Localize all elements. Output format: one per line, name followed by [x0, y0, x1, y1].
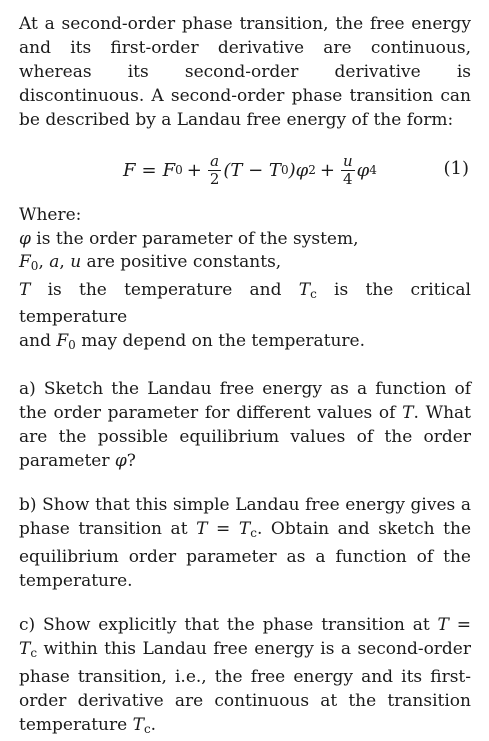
where-phi-text: is the order parameter of the system,: [30, 228, 359, 249]
qc-tc-symbol: T: [19, 639, 31, 659]
eq-f0: F: [162, 159, 176, 181]
eq-plus1: +: [186, 159, 202, 181]
where-tc-sub: c: [310, 286, 317, 301]
qb-t-symbol: T: [196, 519, 208, 539]
eq-f0-sub: 0: [175, 163, 183, 177]
qc-tc-sub: c: [30, 646, 38, 660]
eq-phi: φ: [356, 159, 370, 181]
eq-frac2-den: 4: [343, 169, 353, 188]
question-a: [19, 377, 471, 473]
qa-t-symbol: T: [402, 403, 414, 423]
where-f0-symbol: F: [19, 252, 31, 272]
where-f0-text: may depend on the temperature.: [75, 330, 366, 351]
eq-phi-pow1: 2: [308, 163, 316, 177]
eq-phi-pow2: 4: [369, 163, 377, 177]
qc-text1: c) Show explicitly that the phase transition at: [19, 615, 438, 635]
where-sep2: ,: [59, 252, 71, 272]
eq-plus2: +: [319, 159, 335, 181]
where-tc-text: is the critical temperature: [19, 279, 471, 327]
qa-phi-symbol: φ: [114, 451, 127, 471]
intro-paragraph: At a second-order phase transition, the free energy and its first-order derivative are continuous, whereas its second-order derivative is discontinuous. A second-order phase transition can be described by a Landau free energy of the form:: [19, 14, 471, 130]
where-sep1: ,: [38, 252, 50, 272]
eq-lhs: F: [123, 159, 136, 181]
where-phi-symbol: φ: [19, 228, 31, 249]
qc-eq: =: [448, 615, 471, 635]
eq-fraction-u-over-4: [341, 153, 355, 188]
equation-body: [123, 142, 377, 198]
eq-frac1-num: a: [210, 151, 220, 170]
where-tc-symbol: T: [298, 279, 311, 300]
qb-text1: b) Show that this simple Landau free energy gives a phase transition at: [19, 495, 471, 539]
qa-text1: a) Sketch the Landau free energy as a function of the order parameter for different values of: [19, 379, 471, 423]
qb-eq: =: [207, 519, 239, 539]
qb-text2: . Obtain and sketch the equilibrium order parameter as a function of the temperature.: [19, 519, 472, 591]
where-line-temperature: [19, 279, 471, 330]
qc-t-symbol: T: [437, 615, 449, 635]
question-c: [19, 613, 471, 741]
where-line-phi: [19, 228, 471, 252]
eq-fraction-a-over-2: [208, 153, 222, 188]
where-t-mid: is the temperature and: [30, 279, 299, 300]
qb-tc-symbol: T: [238, 519, 251, 539]
eq-equals: =: [141, 159, 157, 181]
qc-text2: within this Landau free energy is a second-order phase transition, i.e., the free energy and its first-order derivative are continuous at the transition temperature: [19, 639, 471, 735]
eq-frac2-num: u: [342, 151, 353, 170]
question-b: [19, 493, 471, 593]
where-t-symbol: T: [19, 279, 31, 300]
eq-paren-open: (T − T: [223, 159, 281, 181]
landau-free-energy-equation: [19, 142, 471, 198]
eq-paren-close: )φ: [288, 159, 309, 181]
where-f0-symbol-2: F: [56, 330, 69, 351]
eq-t0-sub: 0: [280, 163, 289, 177]
qc-text3: .: [150, 715, 157, 735]
eq-frac1-den: 2: [209, 169, 220, 188]
qa-text3: ?: [126, 451, 136, 471]
qc-tc2-symbol: T: [132, 715, 144, 735]
qb-tc-sub: c: [250, 526, 257, 540]
where-line-constants: [19, 251, 471, 279]
where-and: and: [19, 330, 57, 351]
where-constants-text: are positive constants,: [81, 252, 282, 272]
problem-page: [19, 12, 471, 741]
qa-text2: . What are the possible equilibrium values of the order parameter: [19, 403, 471, 471]
where-definitions: [19, 204, 471, 357]
where-a-symbol: a: [49, 252, 60, 272]
where-f0-sub-2: 0: [68, 337, 76, 352]
equation-number: (1): [443, 158, 469, 179]
where-heading: Where:: [19, 205, 82, 225]
where-line-f0: [19, 330, 471, 358]
where-u-symbol: u: [70, 252, 82, 272]
where-f0-sub: 0: [30, 259, 39, 273]
qc-tc2-sub: c: [143, 722, 151, 736]
